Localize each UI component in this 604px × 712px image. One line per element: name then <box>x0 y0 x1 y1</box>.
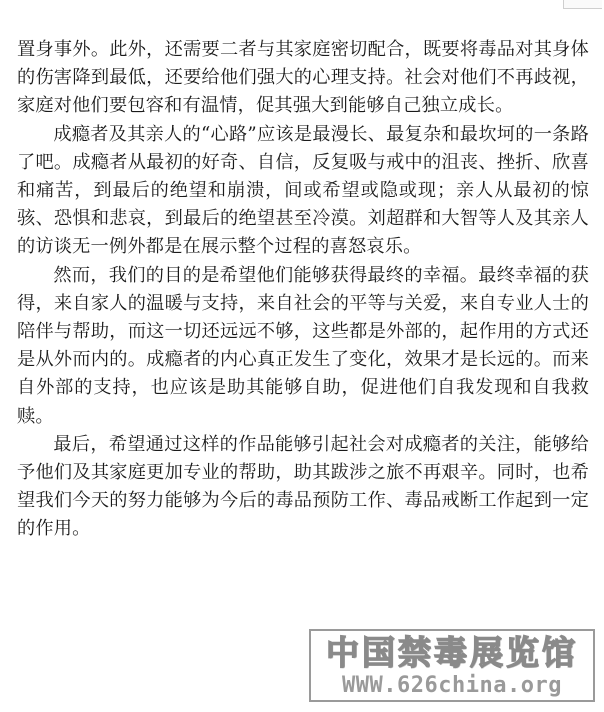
article-body <box>17 36 589 544</box>
paragraph-4: 最后，希望通过这样的作品能够引起社会对成瘾者的关注，能够给予他们及其家庭更加专业的帮助，助其跋涉之旅不再艰辛。同时，也希望我们今天的努力能够为今后的毒品预防工作、毒品戒断工作起到一定的作用。 <box>17 433 589 540</box>
page-corner-tab <box>563 0 602 9</box>
watermark-url: WWW.626china.org <box>342 673 562 698</box>
paragraph-1: 置身事外。此外，还需要二者与其家庭密切配合，既要将毒品对其身体的伤害降到最低，还要给他们强大的心理支持。社会对他们不再歧视，家庭对他们要包容和有温情，促其强大到能够自己独立成长。 <box>17 39 589 117</box>
watermark-title: 中国禁毒展览馆 <box>326 633 578 672</box>
paragraph-3: 然而，我们的目的是希望他们能够获得最终的幸福。最终幸福的获得，来自家人的温暖与支持，来自社会的平等与关爱，来自专业人士的陪伴与帮助，而这一切还远远不够，这些都是外部的，起作用的方式还是从外而内的。成瘾者的内心真正发生了变化，效果才是长远的。而来自外部的支持，也应该是助其能够自助，促进他们自我发现和自我救赎。 <box>17 264 589 427</box>
paragraph-2: 成瘾者及其亲人的“心路”应该是最漫长、最复杂和最坎坷的一条路了吧。成瘾者从最初的好奇、自信，反复吸与戒中的沮丧、挫折、欣喜和痛苦，到最后的绝望和崩溃，间或希望或隐或现；亲人从最初的惊骇、恐惧和悲哀，到最后的绝望甚至冷漠。刘超群和大智等人及其亲人的访谈无一例外都是在展示整个过程的喜怒哀乐。 <box>17 123 589 258</box>
watermark-logo <box>309 629 595 702</box>
